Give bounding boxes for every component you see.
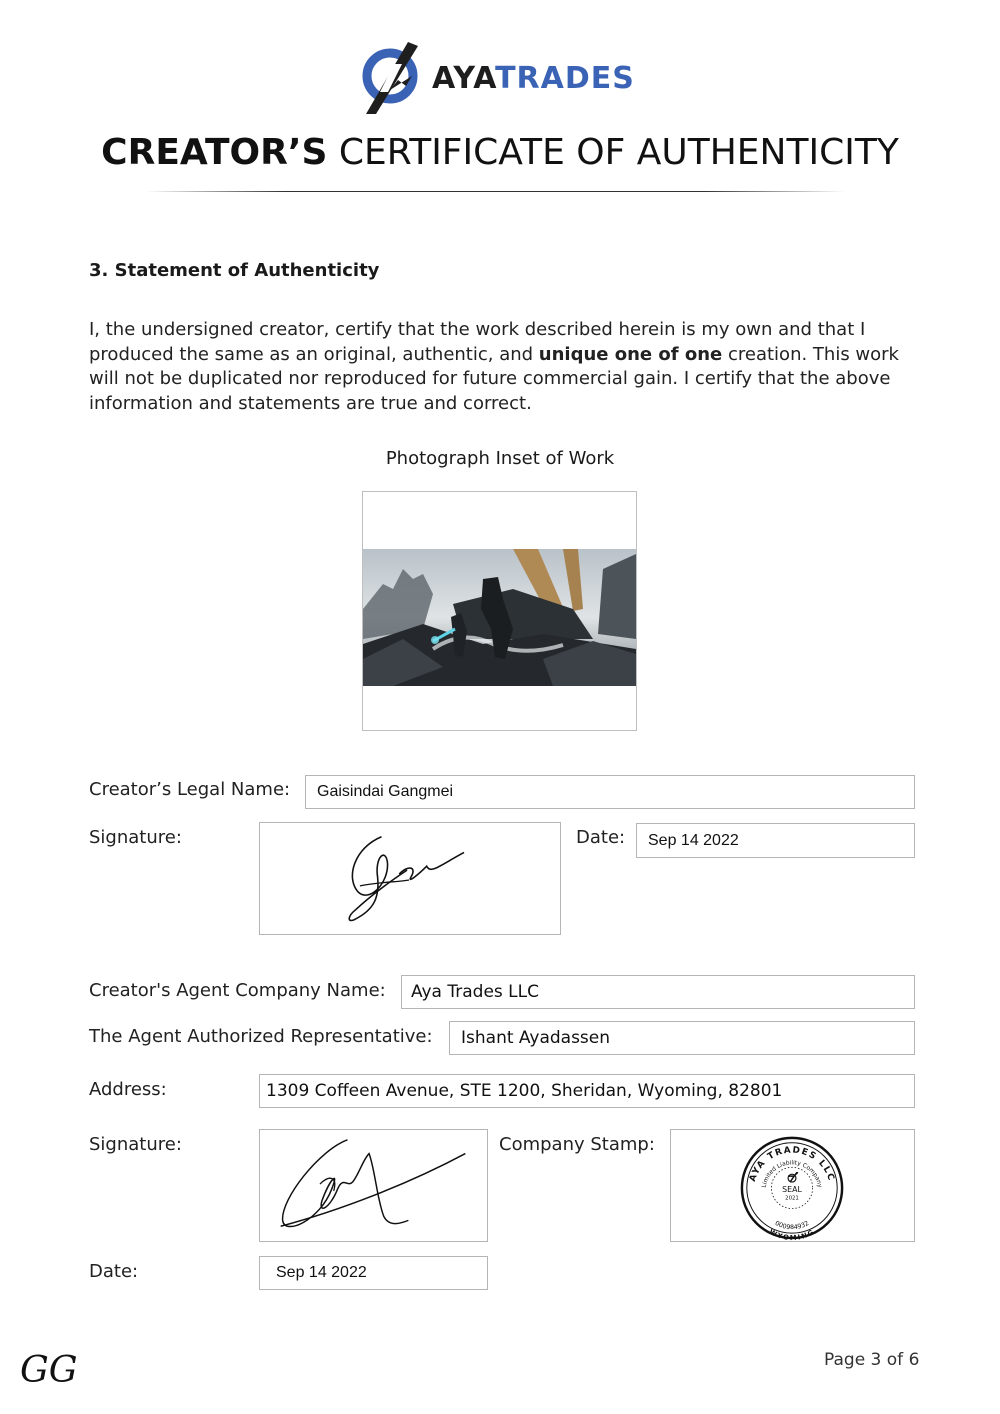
company-stamp-box <box>670 1129 915 1242</box>
initials-handwritten <box>18 1346 88 1392</box>
creator-date-label: Date: <box>576 827 626 848</box>
statement-text-bold: unique one of one <box>538 343 723 365</box>
ayatrades-emblem-icon <box>362 40 422 116</box>
agent-company-label: Creator's Agent Company Name: <box>89 980 386 1001</box>
initials-text: GG <box>20 1350 78 1391</box>
agent-address-field[interactable]: 1309 Coffeen Avenue, STE 1200, Sheridan, Wyoming, 82801 <box>259 1074 915 1108</box>
ayatrades-logo <box>362 40 642 116</box>
seal-center-text: SEAL <box>782 1184 802 1194</box>
logo-wordmark <box>432 61 635 96</box>
creator-signature-label: Signature: <box>89 827 182 848</box>
agent-date-field[interactable]: Sep 14 2022 <box>259 1256 488 1290</box>
agent-address-label: Address: <box>89 1079 167 1100</box>
agent-signature-drawing-icon <box>260 1130 487 1241</box>
artwork-image <box>363 549 636 686</box>
title-bold: CREATOR’S <box>101 132 328 173</box>
creator-signature-box[interactable] <box>259 822 561 935</box>
company-stamp-label: Company Stamp: <box>499 1134 655 1155</box>
certificate-title <box>0 132 1000 173</box>
statement-text-before: I, the undersigned creator, certify that the work described herein is my own and that I produced the same as an original, authentic, and <box>89 319 866 365</box>
seal-bottom-text: WYOMING <box>767 1227 817 1241</box>
logo-trades: TRADES <box>495 60 635 96</box>
agent-date-label: Date: <box>89 1261 139 1282</box>
photo-inset-frame <box>362 491 637 731</box>
page-number: Page 3 of 6 <box>824 1350 920 1370</box>
company-seal-icon <box>671 1130 914 1241</box>
agent-company-field[interactable]: Aya Trades LLC <box>401 975 915 1009</box>
seal-year: 2021 <box>785 1195 799 1202</box>
logo-aya: AYA <box>432 60 496 96</box>
title-divider <box>145 191 845 192</box>
agent-representative-label: The Agent Authorized Representative: <box>89 1026 433 1047</box>
statement-text-after: creation. This work will not be duplicated nor reproduced for future commercial gain. I certify that the above information and statements are true and correct. <box>89 343 899 414</box>
statement-paragraph <box>89 318 909 416</box>
creator-legal-name-label: Creator’s Legal Name: <box>89 779 291 800</box>
seal-top-text: AYA TRADES LLC <box>747 1145 837 1184</box>
photo-caption: Photograph Inset of Work <box>385 448 615 469</box>
seal-number: 000984932 <box>773 1218 811 1232</box>
agent-representative-field[interactable]: Ishant Ayadassen <box>449 1021 915 1055</box>
section-heading: 3. Statement of Authenticity <box>89 260 380 281</box>
seal-inner-text: Limited Liability Company <box>761 1160 823 1189</box>
creator-date-field[interactable]: Sep 14 2022 <box>636 823 915 858</box>
agent-signature-box[interactable] <box>259 1129 488 1242</box>
creator-signature-drawing-icon <box>260 823 560 934</box>
agent-signature-label: Signature: <box>89 1134 182 1155</box>
creator-legal-name-field[interactable]: Gaisindai Gangmei <box>305 775 915 809</box>
title-rest: CERTIFICATE OF AUTHENTICITY <box>338 132 899 173</box>
